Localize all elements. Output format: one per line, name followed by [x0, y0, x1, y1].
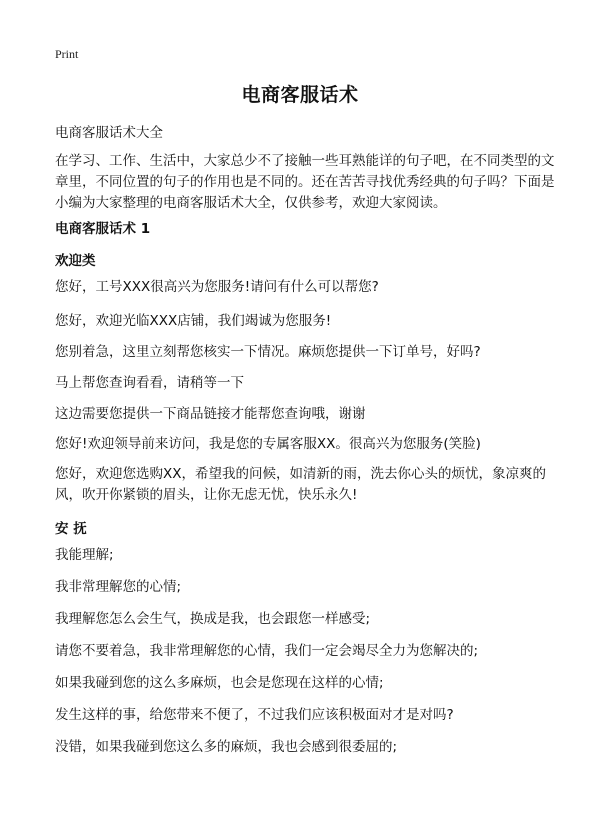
comfort-line: 没错，如果我碰到您这么多的麻烦，我也会感到很委屈的;: [55, 739, 398, 755]
section-heading: 电商客服话术 1: [55, 221, 151, 237]
comfort-line: 请您不要着急，我非常理解您的心情，我们一定会竭尽全力为您解决的;: [55, 643, 479, 659]
welcome-line: 您好，工号XXX很高兴为您服务!请问有什么可以帮您?: [55, 279, 379, 295]
comfort-line: 我非常理解您的心情;: [55, 579, 182, 595]
comfort-line: 发生这样的事，给您带来不便了，不过我们应该积极面对才是对吗?: [55, 707, 454, 723]
welcome-line: 您好!欢迎领导前来访问，我是您的专属客服XX。很高兴为您服务(笑脸): [55, 436, 481, 452]
subtitle: 电商客服话术大全: [55, 125, 163, 141]
welcome-line: 这边需要您提供一下商品链接才能帮您查询哦，谢谢: [55, 406, 366, 422]
welcome-line: 您好，欢迎您选购XX，希望我的问候，如清新的雨，洗去你心头的烦忧，象凉爽的风，吹开你紧锁的眉头，让你无虑无忧，快乐永久!: [55, 466, 546, 503]
page-title: 电商客服话术: [241, 84, 359, 106]
comfort-line: 如果我碰到您的这么多麻烦，也会是您现在这样的心情;: [55, 675, 384, 691]
comfort-line: 我能理解;: [55, 547, 114, 563]
comfort-line: 我理解您怎么会生气，换成是我，也会跟您一样感受;: [55, 611, 371, 627]
comfort-heading: 安 抚: [55, 521, 87, 537]
welcome-line: 您好，欢迎光临XXX店铺，我们竭诚为您服务!: [55, 313, 332, 329]
welcome-heading: 欢迎类: [55, 253, 96, 269]
print-link[interactable]: Print: [55, 47, 79, 61]
intro-paragraph: 在学习、工作、生活中，大家总少不了接触一些耳熟能详的句子吧，在不同类型的文章里，不同位置的句子的作用也是不同的。还在苦苦寻找优秀经典的句子吗？下面是小编为大家整理的电商客服话术大全，仅供参考，欢迎大家阅读。: [55, 153, 555, 211]
welcome-line: 马上帮您查询看看，请稍等一下: [55, 375, 244, 391]
welcome-line: 您别着急，这里立刻帮您核实一下情况。麻烦您提供一下订单号，好吗?: [55, 344, 481, 360]
